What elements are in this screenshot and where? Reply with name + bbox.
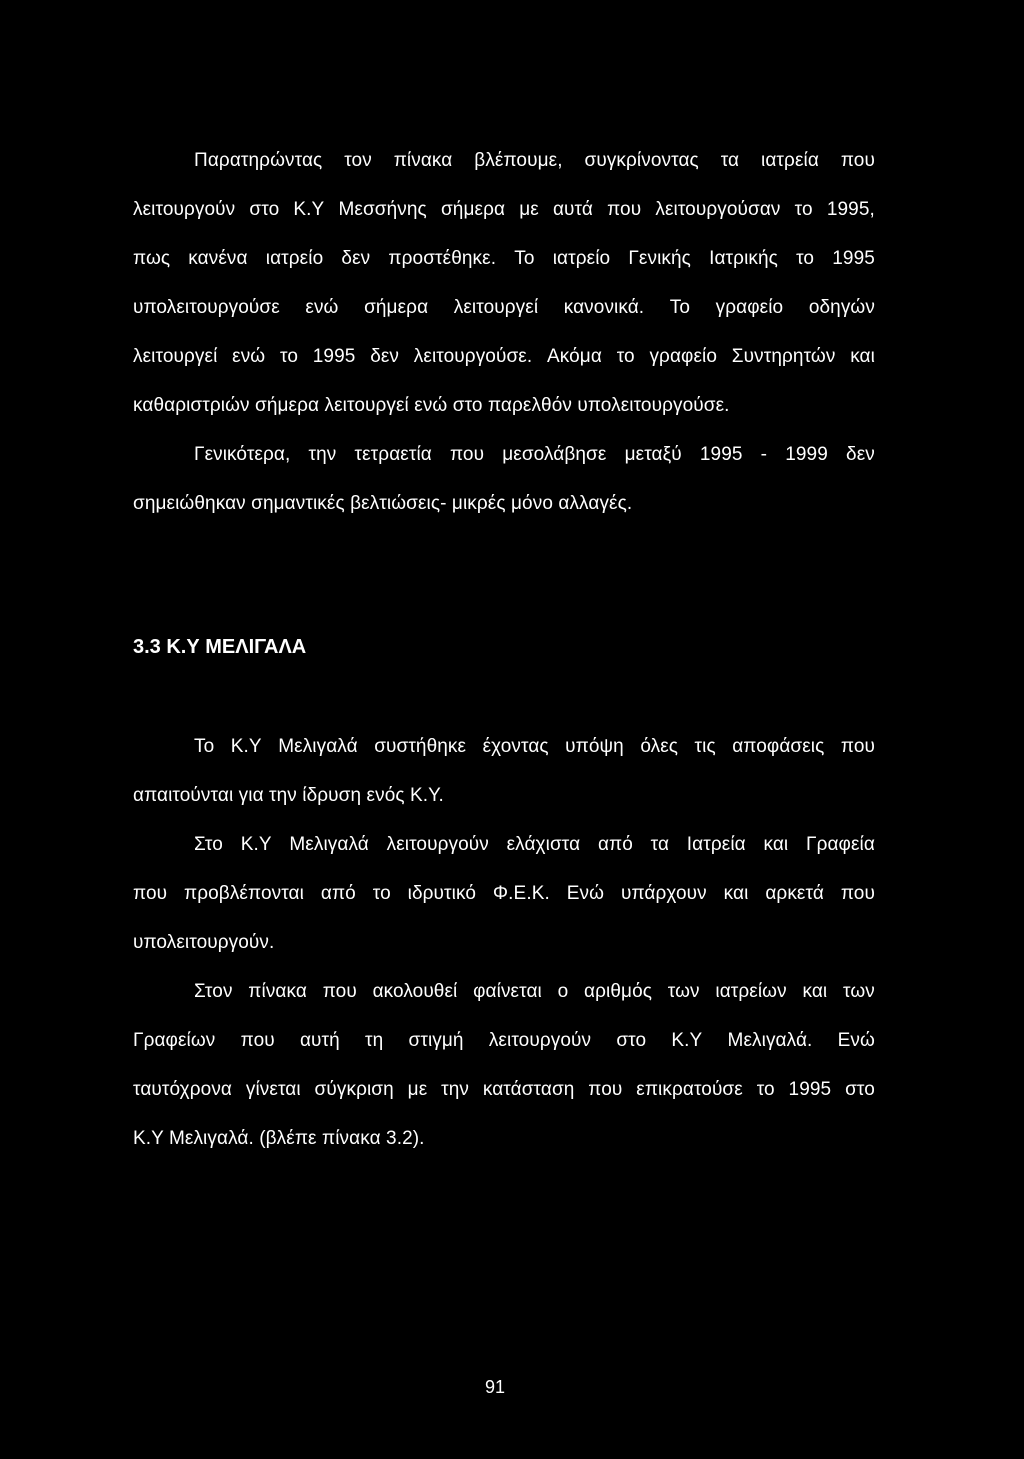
word: το [372, 883, 391, 904]
paragraph-line [194, 735, 875, 759]
word: ο [557, 981, 569, 1002]
section-heading: 3.3 Κ.Υ ΜΕΛΙΓΑΛΑ [133, 636, 307, 658]
word: των [667, 981, 700, 1002]
word: Μεσσήνης [338, 199, 427, 220]
word: μεσολάβησε [502, 444, 607, 465]
word: Το [669, 297, 691, 318]
word: των [843, 981, 875, 1002]
word: ακολουθεί [372, 981, 458, 1002]
word: Κ.Υ [293, 199, 325, 220]
word: που [588, 1079, 623, 1100]
word: 1995 [832, 248, 875, 269]
word: Γενικής [628, 248, 691, 269]
word: που [449, 444, 485, 465]
word: συστήθηκε [374, 736, 467, 757]
word: τα [650, 834, 670, 855]
word: δεν [370, 346, 400, 367]
word: αποφάσεις [732, 736, 825, 757]
word: τη [365, 1030, 384, 1051]
word: λειτουργούν [386, 834, 489, 855]
word: λειτουργούν [488, 1030, 592, 1051]
word: που [840, 883, 875, 904]
word: Ακόμα [546, 346, 602, 367]
word: σήμερα [440, 199, 506, 220]
word: κανένα [188, 248, 248, 269]
word: Κ.Υ [230, 736, 262, 757]
word: λειτουργούσε. [413, 346, 533, 367]
word: Στον [194, 981, 233, 1002]
page-number: 91 [484, 1377, 506, 1397]
word: πίνακα [393, 150, 453, 171]
word: τον [344, 150, 372, 171]
paragraph-line [133, 1029, 875, 1053]
paragraph-line: καθαριστριών σήμερα λειτουργεί ενώ στο παρελθόν υπολειτουργούσε. [133, 395, 730, 416]
word: υπολειτουργούσε [133, 297, 280, 318]
word: και [723, 883, 749, 904]
word: που [840, 736, 875, 757]
word: αυτά [552, 199, 593, 220]
word: 1995 [312, 346, 356, 367]
word: ιδρυτικό [407, 883, 477, 904]
paragraph-line [133, 198, 875, 222]
word: γίνεται [245, 1079, 301, 1100]
paragraph-line: σημειώθηκαν σημαντικές βελτιώσεις- μικρές μόνο αλλαγές. [133, 493, 633, 514]
word: βλέπουμε, [474, 150, 563, 171]
word: και [802, 981, 828, 1002]
word: όλες [640, 736, 679, 757]
word: ενώ [232, 346, 266, 367]
word: από [597, 834, 633, 855]
word: οδηγών [808, 297, 875, 318]
paragraph-line [194, 149, 875, 173]
word: ιατρείων [715, 981, 787, 1002]
word: σύγκριση [314, 1079, 394, 1100]
word: κανονικά. [563, 297, 645, 318]
word: μεταξύ [624, 444, 682, 465]
paragraph-line [133, 247, 875, 271]
word: με [519, 199, 539, 220]
word: Γραφείων [133, 1030, 216, 1051]
word: Φ.Ε.Κ. [492, 883, 550, 904]
paragraph-line [133, 296, 875, 320]
paragraph-line [133, 1078, 875, 1102]
word: το [616, 346, 635, 367]
word: που [607, 199, 642, 220]
word: Κ.Υ [671, 1030, 703, 1051]
word: με [407, 1079, 428, 1100]
word: 1995, [826, 199, 875, 220]
word: που [322, 981, 357, 1002]
word: πίνακα [248, 981, 307, 1002]
paragraph-line [133, 345, 875, 369]
word: συγκρίνοντας [584, 150, 699, 171]
word: Ενώ [837, 1030, 875, 1051]
word: έχοντας [482, 736, 549, 757]
word: Μελιγαλά [289, 834, 369, 855]
word: στο [845, 1079, 875, 1100]
paragraph-line [133, 882, 875, 906]
word: κατάσταση [482, 1079, 575, 1100]
paragraph-line: Κ.Υ Μελιγαλά. (βλέπε πίνακα 3.2). [133, 1128, 425, 1149]
word: το [796, 248, 815, 269]
word: τα [720, 150, 740, 171]
paragraph-line [194, 833, 875, 857]
word: λειτουργούσαν [655, 199, 781, 220]
word: Ενώ [566, 883, 605, 904]
word: το [280, 346, 299, 367]
word: από [320, 883, 356, 904]
word: και [850, 346, 875, 367]
word: Μελιγαλά [278, 736, 358, 757]
word: ελάχιστα [506, 834, 581, 855]
word: επικρατούσε [636, 1079, 743, 1100]
word: ταυτόχρονα [133, 1079, 233, 1100]
paragraph-line [194, 443, 875, 467]
word: γραφείο [715, 297, 784, 318]
word: Συντηρητών [731, 346, 836, 367]
paragraph-line: απαιτούνται για την ίδρυση ενός Κ.Υ. [133, 785, 444, 806]
word: υπόψη [565, 736, 624, 757]
word: αριθμός [584, 981, 652, 1002]
word: 1999 [785, 444, 828, 465]
word: Παρατηρώντας [194, 150, 323, 171]
word: γραφείο [649, 346, 718, 367]
word: Ιατρεία [686, 834, 746, 855]
word: - [760, 444, 768, 465]
word: που [133, 883, 168, 904]
word: Κ.Υ [240, 834, 272, 855]
word: ιατρείο [552, 248, 611, 269]
word: Γραφεία [806, 834, 875, 855]
word: που [840, 150, 875, 171]
word: που [240, 1030, 275, 1051]
word: πως [133, 248, 171, 269]
word: ιατρείο [265, 248, 324, 269]
word: την [441, 1079, 469, 1100]
word: λειτουργεί [453, 297, 539, 318]
word: στο [249, 199, 280, 220]
word: δεν [341, 248, 371, 269]
word: Μελιγαλά. [727, 1030, 813, 1051]
word: 1995 [788, 1079, 832, 1100]
word: προστέθηκε. [388, 248, 497, 269]
word: στιγμή [408, 1030, 464, 1051]
word: την [308, 444, 337, 465]
word: Το [194, 736, 215, 757]
word: δεν [846, 444, 875, 465]
word: στο [616, 1030, 647, 1051]
word: Ιατρικής [709, 248, 778, 269]
word: Στο [194, 834, 223, 855]
word: τις [694, 736, 716, 757]
word: υπάρχουν [621, 883, 707, 904]
word: 1995 [699, 444, 743, 465]
word: προβλέπονται [184, 883, 304, 904]
word: το [794, 199, 813, 220]
word: ενώ [305, 297, 339, 318]
word: Γενικότερα, [194, 444, 291, 465]
word: λειτουργούν [133, 199, 236, 220]
word: και [763, 834, 789, 855]
word: ιατρεία [761, 150, 819, 171]
word: φαίνεται [473, 981, 542, 1002]
paragraph-line: υπολειτουργούν. [133, 932, 275, 953]
word: τετραετία [354, 444, 432, 465]
word: το [756, 1079, 775, 1100]
word: λειτουργεί [133, 346, 218, 367]
paragraph-line [194, 980, 875, 1004]
word: αρκετά [765, 883, 824, 904]
word: σήμερα [364, 297, 429, 318]
word: αυτή [299, 1030, 340, 1051]
word: Το [514, 248, 535, 269]
